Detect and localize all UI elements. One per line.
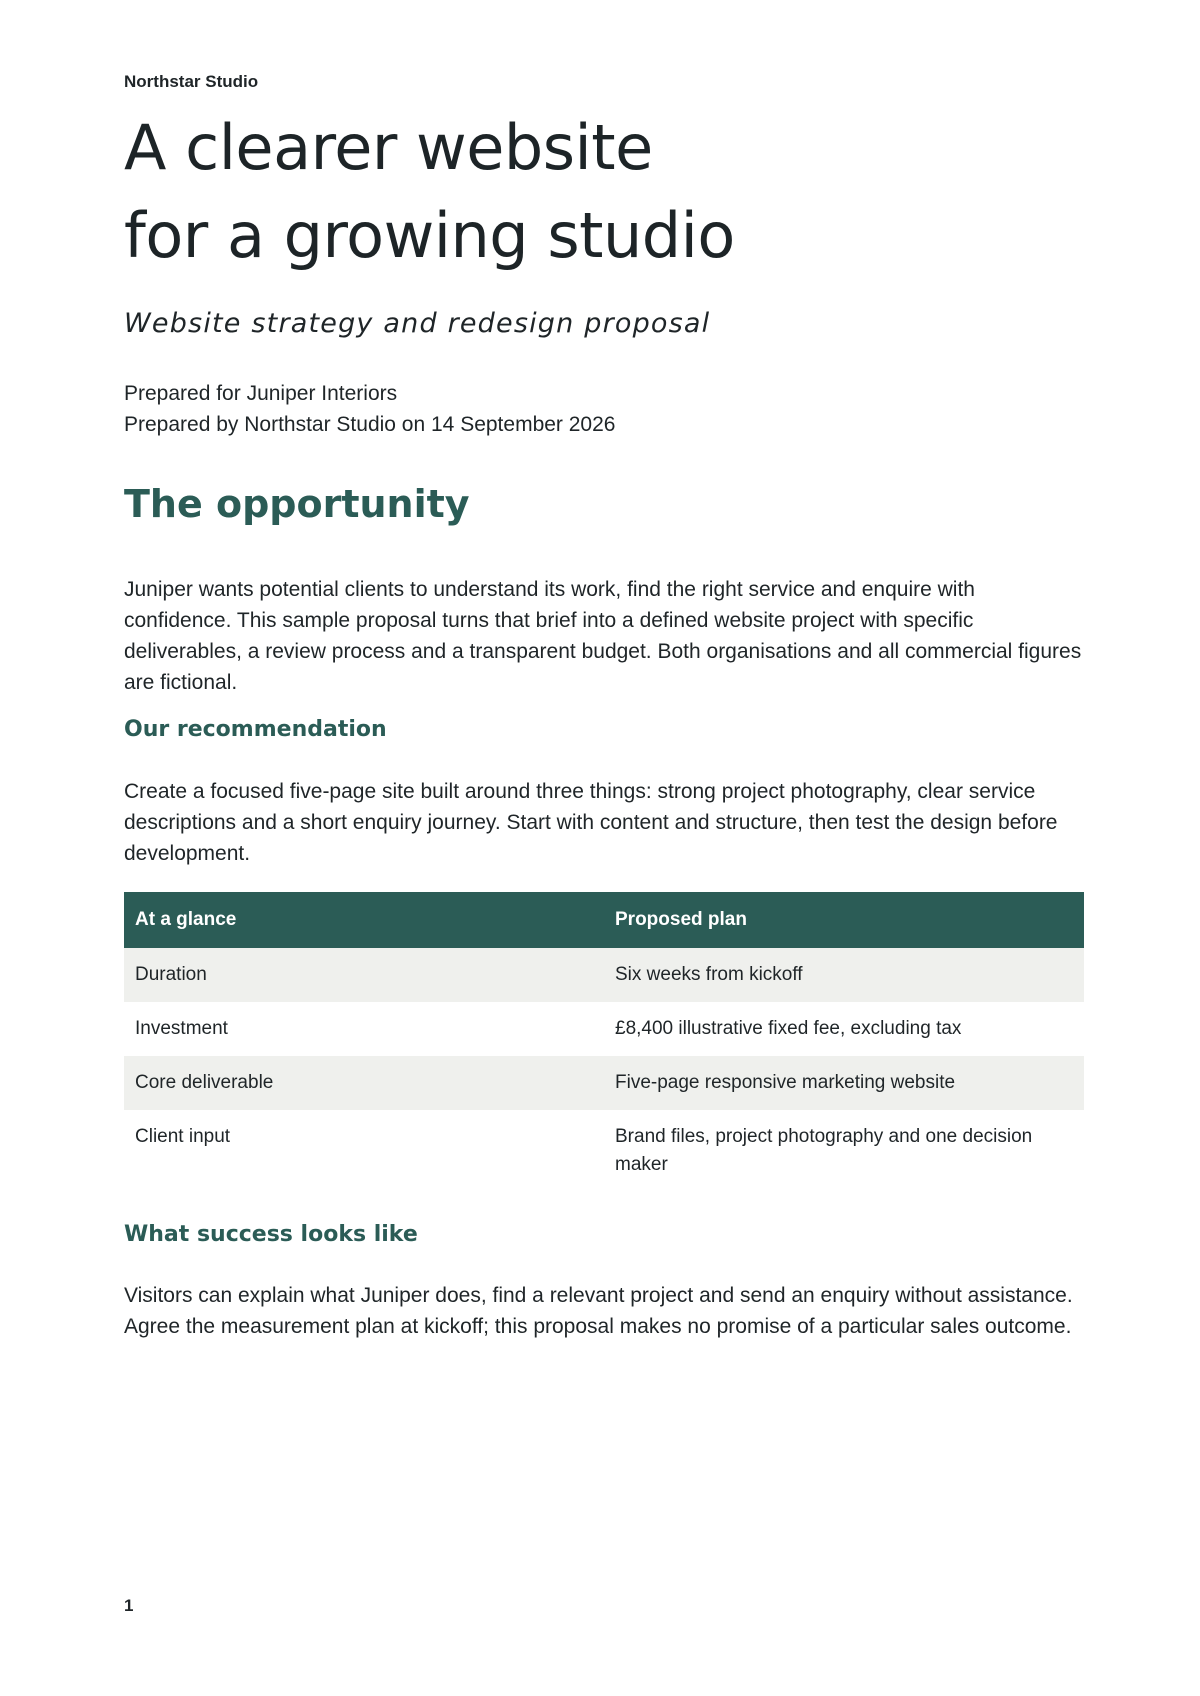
table-header-cell: At a glance — [124, 892, 604, 948]
recommendation-heading: Our recommendation — [124, 717, 387, 742]
opportunity-heading: The opportunity — [124, 482, 470, 526]
title-line-1: A clearer website — [124, 111, 653, 184]
table-row — [124, 1056, 1084, 1110]
document-subtitle: Website strategy and redesign proposal — [124, 308, 711, 339]
opportunity-paragraph: Juniper wants potential clients to understand its work, find the right service and enquire with confidence. This sample proposal turns that brief into a defined website project with specific deliverables, a review process and a transparent budget. Both organisations and all commercial figures are fictional. — [124, 578, 1082, 694]
table-header-cell: Proposed plan — [604, 892, 1084, 948]
table-cell: Duration — [124, 948, 604, 1002]
table-cell: Six weeks from kickoff — [604, 948, 1084, 1002]
table-cell: Brand files, project photography and one decision maker — [615, 1126, 1033, 1175]
table-cell: Core deliverable — [124, 1056, 604, 1110]
table-cell: Investment — [135, 1018, 228, 1039]
prepared-info — [124, 378, 615, 440]
table-cell: £8,400 illustrative fixed fee, excluding tax — [615, 1018, 962, 1039]
table-row — [124, 948, 1084, 1002]
prepared-by: Prepared by Northstar Studio on 14 September 2026 — [124, 413, 616, 436]
studio-name: Northstar Studio — [124, 72, 259, 91]
document-title — [124, 104, 735, 280]
table-header-row — [124, 892, 1084, 948]
table-row — [124, 1110, 1084, 1192]
title-line-2: for a growing studio — [124, 199, 735, 272]
table-row — [124, 1002, 1084, 1056]
at-a-glance-table — [124, 892, 1084, 1192]
recommendation-paragraph: Create a focused five-page site built around three things: strong project photography, clear service descriptions and a short enquiry journey. Start with content and structure, then test the design before development. — [124, 780, 1058, 865]
table-cell: Five-page responsive marketing website — [604, 1056, 1084, 1110]
table-cell: Client input — [135, 1126, 231, 1147]
page-number: 1 — [124, 1596, 134, 1615]
prepared-for: Prepared for Juniper Interiors — [124, 382, 398, 405]
success-heading: What success looks like — [124, 1222, 418, 1247]
success-paragraph: Visitors can explain what Juniper does, find a relevant project and send an enquiry without assistance. Agree the measurement plan at kickoff; this proposal makes no promise of a particular sales outcome. — [124, 1284, 1073, 1338]
